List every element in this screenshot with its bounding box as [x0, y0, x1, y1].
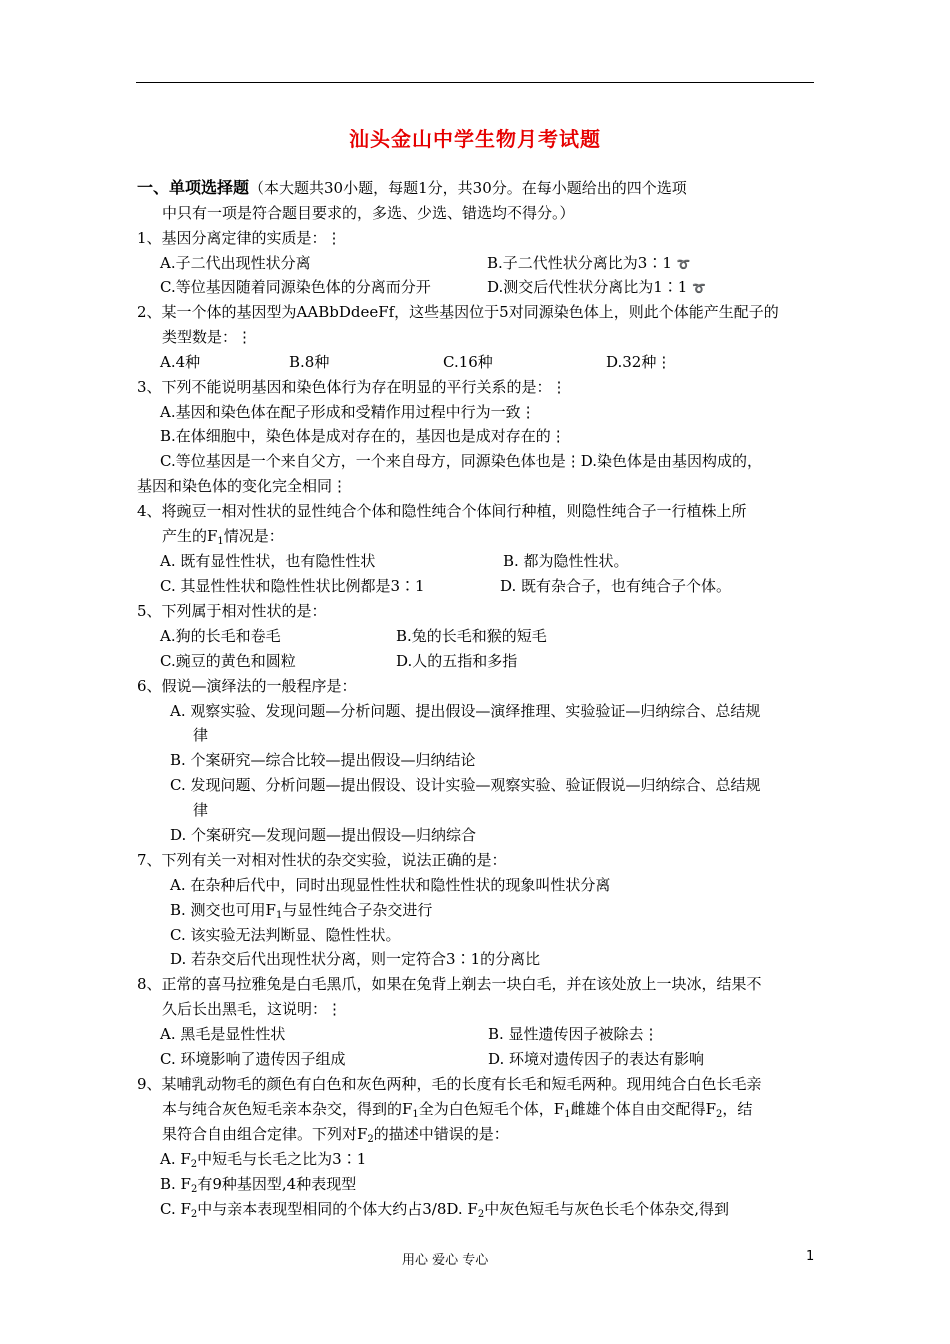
option-d: D. 既有杂合子，也有纯合子个体。 [500, 577, 732, 595]
option-d: D.人的五指和多指 [396, 652, 518, 670]
option-c: C.16种 [443, 353, 493, 371]
option-a: A. 黑毛是显性性状 [160, 1025, 286, 1043]
question-stem: 7、下列有关一对相对性状的杂交实验，说法正确的是： [137, 851, 507, 869]
option-a: A. 观察实验、发现问题—分析问题、提出假设—演绎推理、实验验证—归纳综合、总结规 [170, 702, 761, 720]
option-a: A. 既有显性性状，也有隐性性状 [160, 552, 376, 570]
option-d-cont: 基因和染色体的变化完全相同⋮ [137, 477, 348, 495]
option-c: C.豌豆的黄色和圆粒 [160, 652, 296, 670]
page-title: 汕头金山中学生物月考试题 [349, 127, 601, 151]
question-stem-cont: 久后长出黑毛，这说明：⋮ [162, 1000, 343, 1018]
subscript: 2 [716, 1109, 723, 1120]
option-text: 中与亲本表现型相同的个体大约占3/8D. F [197, 1200, 478, 1218]
stem-text: 果符合自由组合定律。下列对F [162, 1125, 368, 1143]
question-stem: 9、某哺乳动物毛的颜色有白色和灰色两种，毛的长度有长毛和短毛两种。现用纯合白色长毛亲 [137, 1075, 762, 1093]
stem-text: 情况是： [223, 527, 284, 545]
option-c [160, 1199, 729, 1219]
option-b [160, 1174, 356, 1194]
option-c: C. 其显性性状和隐性性状比例都是3∶1 [160, 577, 425, 595]
option-b: B. 个案研究—综合比较—提出假设—归纳结论 [170, 751, 476, 769]
question-stem-cont [162, 1124, 509, 1144]
header-rule [136, 82, 814, 83]
page-number: 1 [806, 1249, 815, 1264]
option-d: D. 若杂交后代出现性状分离，则一定符合3∶1的分离比 [170, 950, 541, 968]
option-b [487, 253, 690, 275]
question-stem-cont [162, 1099, 752, 1119]
option-d-text: D.测交后代性状分离比为1∶1 [487, 278, 688, 296]
option-b: B.8种 [289, 353, 330, 371]
question-stem: 6、假说—演绎法的一般程序是： [137, 677, 357, 695]
question-stem: 3、下列不能说明基因和染色体行为存在明显的平行关系的是：⋮ [137, 378, 567, 396]
stem-text: 全为白色短毛个体，F [418, 1100, 565, 1118]
option-b: B. 都为隐性性状。 [503, 552, 629, 570]
section-heading: 一、单项选择题 [137, 178, 250, 197]
option-text: B. F [160, 1175, 191, 1193]
subscript: 2 [190, 1184, 198, 1195]
subscript: 1 [275, 910, 283, 921]
option-a [160, 1149, 366, 1169]
question-stem: 8、正常的喜马拉雅兔是白毛黑爪，如果在兔背上剃去一块白毛，并在该处放上一块冰，结果不 [137, 975, 762, 993]
subscript: 2 [477, 1209, 485, 1220]
option-d [487, 277, 706, 299]
option-text: 与显性纯合子杂交进行 [282, 901, 433, 919]
option-b: B.兔的长毛和猴的短毛 [396, 627, 547, 645]
option-c: C. 环境影响了遗传因子组成 [160, 1050, 346, 1068]
question-stem: 5、下列属于相对性状的是： [137, 602, 327, 620]
subscript: 2 [190, 1209, 198, 1220]
subscript: 2 [190, 1159, 198, 1170]
stem-text: 产生的F [162, 527, 218, 545]
question-stem: 1、基因分离定律的实质是：⋮ [137, 229, 342, 247]
option-c: C. 发现问题、分析问题—提出假设、设计实验—观察实验、验证假说—归纳综合、总结规 [170, 776, 761, 794]
stem-text: 的描述中错误的是： [373, 1125, 509, 1143]
stem-text: ，结 [722, 1100, 753, 1118]
option-a: A.子二代出现性状分离 [160, 254, 311, 272]
option-d: D. 个案研究—发现问题—提出假设—归纳综合 [170, 826, 477, 844]
option-text: A. F [160, 1150, 191, 1168]
option-a: A.4种 [160, 353, 201, 371]
question-stem: 4、将豌豆一相对性状的显性纯合个体和隐性纯合个体间行种植，则隐性纯合子一行植株上所 [137, 502, 747, 520]
option-a-cont: 律 [193, 726, 209, 744]
ink-mark-icon: ➰ [676, 258, 691, 271]
section-header [137, 178, 687, 198]
option-b [170, 900, 432, 920]
section-desc-2: 中只有一项是符合题目要求的，多选、少选、错选均不得分。） [162, 204, 575, 222]
option-c: C.等位基因随着同源染色体的分离而分开 [160, 278, 431, 296]
question-stem: 2、某一个体的基因型为AABbDdeeFf，这些基因位于5对同源染色体上，则此个体能产生配子的 [137, 303, 779, 321]
option-text: B. 测交也可用F [170, 901, 276, 919]
option-text: C. F [160, 1200, 191, 1218]
option-a: A.基因和染色体在配子形成和受精作用过程中行为一致⋮ [160, 403, 536, 421]
option-b: B. 显性遗传因子被除去⋮ [488, 1025, 659, 1043]
question-stem-cont [162, 526, 284, 546]
question-stem-cont: 类型数是：⋮ [162, 328, 253, 346]
subscript: 1 [217, 536, 224, 547]
subscript: 1 [412, 1109, 419, 1120]
option-a: A. 在杂种后代中，同时出现显性性状和隐性性状的现象叫性状分离 [170, 876, 611, 894]
ink-mark-icon: ➰ [692, 282, 706, 295]
subscript: 1 [564, 1109, 571, 1120]
stem-text: 雌雄个体自由交配得F [570, 1100, 717, 1118]
subscript: 2 [367, 1134, 374, 1145]
option-text: 中灰色短毛与灰色长毛个体杂交,得到 [484, 1200, 729, 1218]
option-c: C.等位基因是一个来自父方，一个来自母方，同源染色体也是⋮D.染色体是由基因构成的， [160, 452, 762, 470]
stem-text: 本与纯合灰色短毛亲本杂交，得到的F [162, 1100, 413, 1118]
option-a: A.狗的长毛和卷毛 [160, 627, 281, 645]
section-desc-1: （本大题共30小题，每题1分，共30分。在每小题给出的四个选项 [249, 179, 687, 197]
option-c: C. 该实验无法判断显、隐性性状。 [170, 926, 401, 944]
option-b: B.在体细胞中，染色体是成对存在的，基因也是成对存在的⋮ [160, 427, 566, 445]
option-text: 中短毛与长毛之比为3∶1 [197, 1150, 367, 1168]
option-b-text: B.子二代性状分离比为3∶1 [487, 254, 672, 272]
option-d: D.32种⋮ [606, 353, 672, 371]
option-c-cont: 律 [193, 801, 209, 819]
footer-motto: 用心 爱心 专心 [402, 1253, 489, 1268]
option-text: 有9种基因型,4种表现型 [197, 1175, 357, 1193]
option-d: D. 环境对遗传因子的表达有影响 [488, 1050, 705, 1068]
